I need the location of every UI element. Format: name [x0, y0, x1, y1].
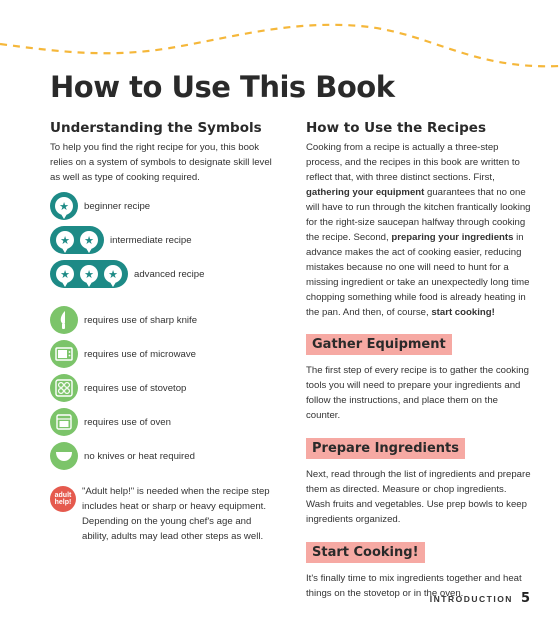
page-title: How to Use This Book [50, 70, 395, 104]
oven-icon [50, 408, 78, 436]
intro-text: guarantees that no one will have to run through the kitchen frantically looking for the right-size saucepan halfway through cooking the recipe. Second, [306, 187, 531, 243]
symbol-row-oven [50, 408, 171, 436]
symbol-row-knife [50, 306, 197, 334]
symbol-row-beginner [50, 192, 150, 220]
adult-badge-line-2: help! [54, 499, 72, 506]
knife-icon [50, 306, 78, 334]
adult-badge-line-1: adult [54, 492, 72, 499]
symbol-label: no knives or heat required [84, 450, 195, 462]
intro-bold-gather: gathering your equipment [306, 187, 425, 198]
start-cooking-title: Start Cooking! [306, 542, 425, 563]
bowl-icon [50, 442, 78, 470]
footer-section-label: INTRODUCTION [429, 593, 513, 604]
gather-equipment-title: Gather Equipment [306, 334, 452, 355]
prepare-ingredients-text: Next, read through the list of ingredients and prepare them as directed. Measure or chop ingredients. Wash fruits and vegetables. Use prep bowls to keep ingredients organized. [306, 469, 531, 525]
microwave-icon [50, 340, 78, 368]
symbols-intro: To help you find the right recipe for you, this book relies on a system of symbols to designate skill level as well as type of cooking required. [50, 142, 272, 183]
symbol-label: advanced recipe [134, 268, 205, 280]
page-number: 5 [520, 591, 530, 606]
symbol-row-bowl [50, 442, 195, 470]
symbol-row-microwave [50, 340, 196, 368]
section-prepare-ingredients [306, 437, 532, 527]
symbols-heading: Understanding the Symbols [50, 120, 262, 136]
symbols-section [50, 120, 282, 542]
symbol-label: requires use of microwave [84, 348, 196, 360]
symbol-label: intermediate recipe [110, 234, 192, 246]
prepare-ingredients-title: Prepare Ingredients [306, 438, 465, 459]
adult-help-badge [50, 486, 76, 512]
symbol-label: requires use of oven [84, 416, 171, 428]
intro-bold-start: start cooking! [431, 307, 495, 318]
symbol-row-intermediate [50, 226, 192, 254]
adult-help-note [50, 484, 280, 544]
two-star-badges-icon: ★ ★ [50, 226, 104, 254]
symbol-label: requires use of stovetop [84, 382, 187, 394]
intro-bold-prepare: preparing your ingredients [391, 232, 514, 243]
recipes-section [306, 120, 532, 601]
start-cooking-text: It's finally time to mix ingredients together and heat things on the stovetop or in the oven. [306, 573, 522, 599]
gather-equipment-text: The first step of every recipe is to gather the cooking tools you will need to prepare your ingredients and follow the instructions, and place them on the counter. [306, 365, 529, 421]
intro-text: in advance makes the act of cooking easier, reducing mistakes because no one will need to hunt for a missing ingredient or take an unexpectedly long time chopping something while food is already heating in the pan. And then, of course, [306, 232, 530, 318]
recipes-intro [306, 140, 532, 320]
symbol-label: requires use of sharp knife [84, 314, 198, 326]
symbol-label: beginner recipe [84, 200, 151, 212]
page-footer [430, 591, 530, 606]
intro-text: Cooking from a recipe is actually a three-step process, and the recipes in this book are written to reflect that, with three distinct sections. First, [306, 142, 520, 183]
symbol-row-stovetop [50, 374, 186, 402]
three-star-badges-icon: ★ ★ ★ [50, 260, 128, 288]
symbol-row-advanced [50, 260, 204, 288]
section-gather-equipment [306, 333, 532, 423]
star-badge-icon: ★ [50, 192, 78, 220]
recipes-heading: How to Use the Recipes [306, 120, 486, 136]
stovetop-icon [50, 374, 78, 402]
adult-help-text: "Adult help!" is needed when the recipe step includes heat or sharp or heavy equipment. Depending on the young chef's age and ability, adults may lead other steps as well. [82, 486, 270, 542]
